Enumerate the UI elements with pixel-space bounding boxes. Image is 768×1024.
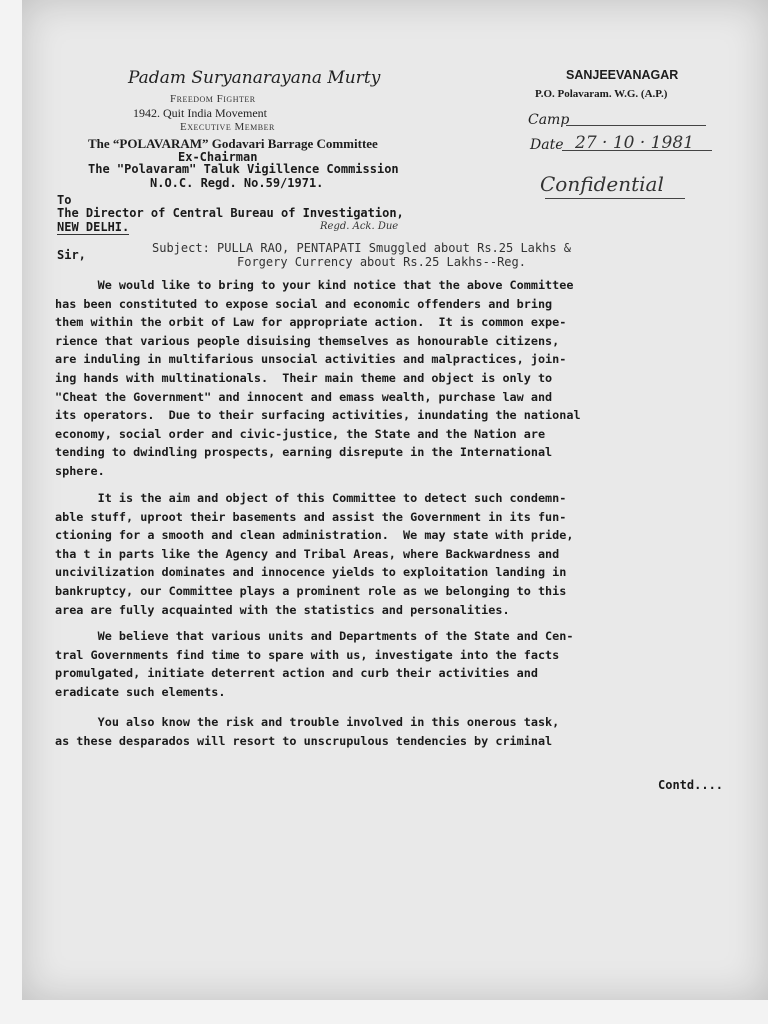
paragraph-4: [55, 713, 743, 750]
confidential-stamp: Confidential: [540, 172, 664, 196]
subject-line2: Forgery Currency about Rs.25 Lakhs--Reg.: [237, 255, 526, 269]
body-line: are induling in multifarious unsocial activities and malpractices, join-: [55, 352, 567, 367]
date-value: 27 · 10 · 1981: [575, 133, 694, 153]
body-line: promulgated, initiate deterrent action and curb their activities and: [55, 666, 538, 681]
camp-label: Camp: [528, 112, 570, 128]
body-line: You also know the risk and trouble involved in this onerous task,: [55, 715, 560, 729]
body-line: tral Governments find time to spare with us, investigate into the facts: [55, 647, 560, 662]
body-line: "Cheat the Government" and innocent and emass wealth, purchase law and: [55, 389, 553, 404]
letterhead-title: Freedom Fighter: [170, 93, 256, 105]
recipient-to: To: [57, 193, 72, 207]
body-line: eradicate such elements.: [55, 684, 226, 699]
body-line: tending to dwindling prospects, earning disrepute in the International: [55, 445, 553, 460]
committee-line: The “POLAVARAM” Godavari Barrage Committee: [88, 136, 378, 151]
camp-line: [566, 125, 706, 126]
paragraph-1: [55, 276, 743, 481]
body-line: able stuff, uproot their basements and assist the Government in its fun-: [55, 509, 567, 524]
body-line: sphere.: [55, 463, 105, 478]
body-line: as these desparados will resort to unscrupulous tendencies by criminal: [55, 733, 553, 748]
body-line: We would like to bring to your kind notice that the above Committee: [55, 278, 574, 292]
date-line: [562, 150, 712, 151]
body-line: tha t in parts like the Agency and Tribal Areas, where Backwardness and: [55, 546, 560, 561]
body-line: ing hands with multinationals. Their main theme and object is only to: [55, 370, 553, 385]
recipient-line1: The Director of Central Bureau of Investigation,: [57, 206, 404, 220]
letterhead-member: Executive Member: [180, 121, 275, 133]
paragraph-3: [55, 627, 743, 701]
body-line: them within the orbit of Law for appropriate action. It is common expe-: [55, 315, 567, 330]
registration-number: N.O.C. Regd. No.59/1971.: [150, 176, 324, 190]
body-line: ctioning for a smooth and clean administration. We may state with pride,: [55, 528, 574, 543]
salutation: Sir,: [57, 248, 86, 262]
body-line: has been constituted to expose social and economic offenders and bring: [55, 296, 553, 311]
commission-line: The "Polavaram" Taluk Vigillence Commission: [88, 162, 399, 176]
continued-marker: Contd....: [658, 778, 724, 792]
body-line: area are fully acquainted with the statistics and personalities.: [55, 602, 510, 617]
ex-chairman: Ex-Chairman: [178, 150, 258, 164]
paragraph-2: [55, 489, 743, 619]
letterhead-name: Padam Suryanarayana Murty: [128, 68, 381, 88]
body-line: We believe that various units and Departments of the State and Cen-: [55, 629, 574, 643]
confidential-underline: [545, 198, 685, 199]
body-line: uncivilization dominates and innocence yields to exploitation landing in: [55, 565, 567, 580]
body-line: economy, social order and civic-justice, the State and the Nation are: [55, 426, 546, 441]
body-line: rience that various people disuising themselves as honourable citizens,: [55, 333, 560, 348]
letterhead-movement: 1942. Quit India Movement: [133, 106, 267, 120]
subject-line1: Subject: PULLA RAO, PENTAPATI Smuggled about Rs.25 Lakhs &: [152, 241, 572, 255]
date-label: Date: [530, 137, 564, 153]
body-line: bankruptcy, our Committee plays a prominent role as we belonging to this: [55, 583, 567, 598]
body-line: It is the aim and object of this Committee to detect such condemn-: [55, 491, 567, 505]
recipient-line2: NEW DELHI.: [57, 220, 130, 234]
address-place: SANJEEVANAGAR: [566, 68, 679, 82]
regd-ack-note: Regd. Ack. Due: [320, 221, 399, 232]
body-line: its operators. Due to their surfacing activities, inundating the national: [55, 408, 581, 423]
address-po: P.O. Polavaram. W.G. (A.P.): [535, 88, 668, 100]
